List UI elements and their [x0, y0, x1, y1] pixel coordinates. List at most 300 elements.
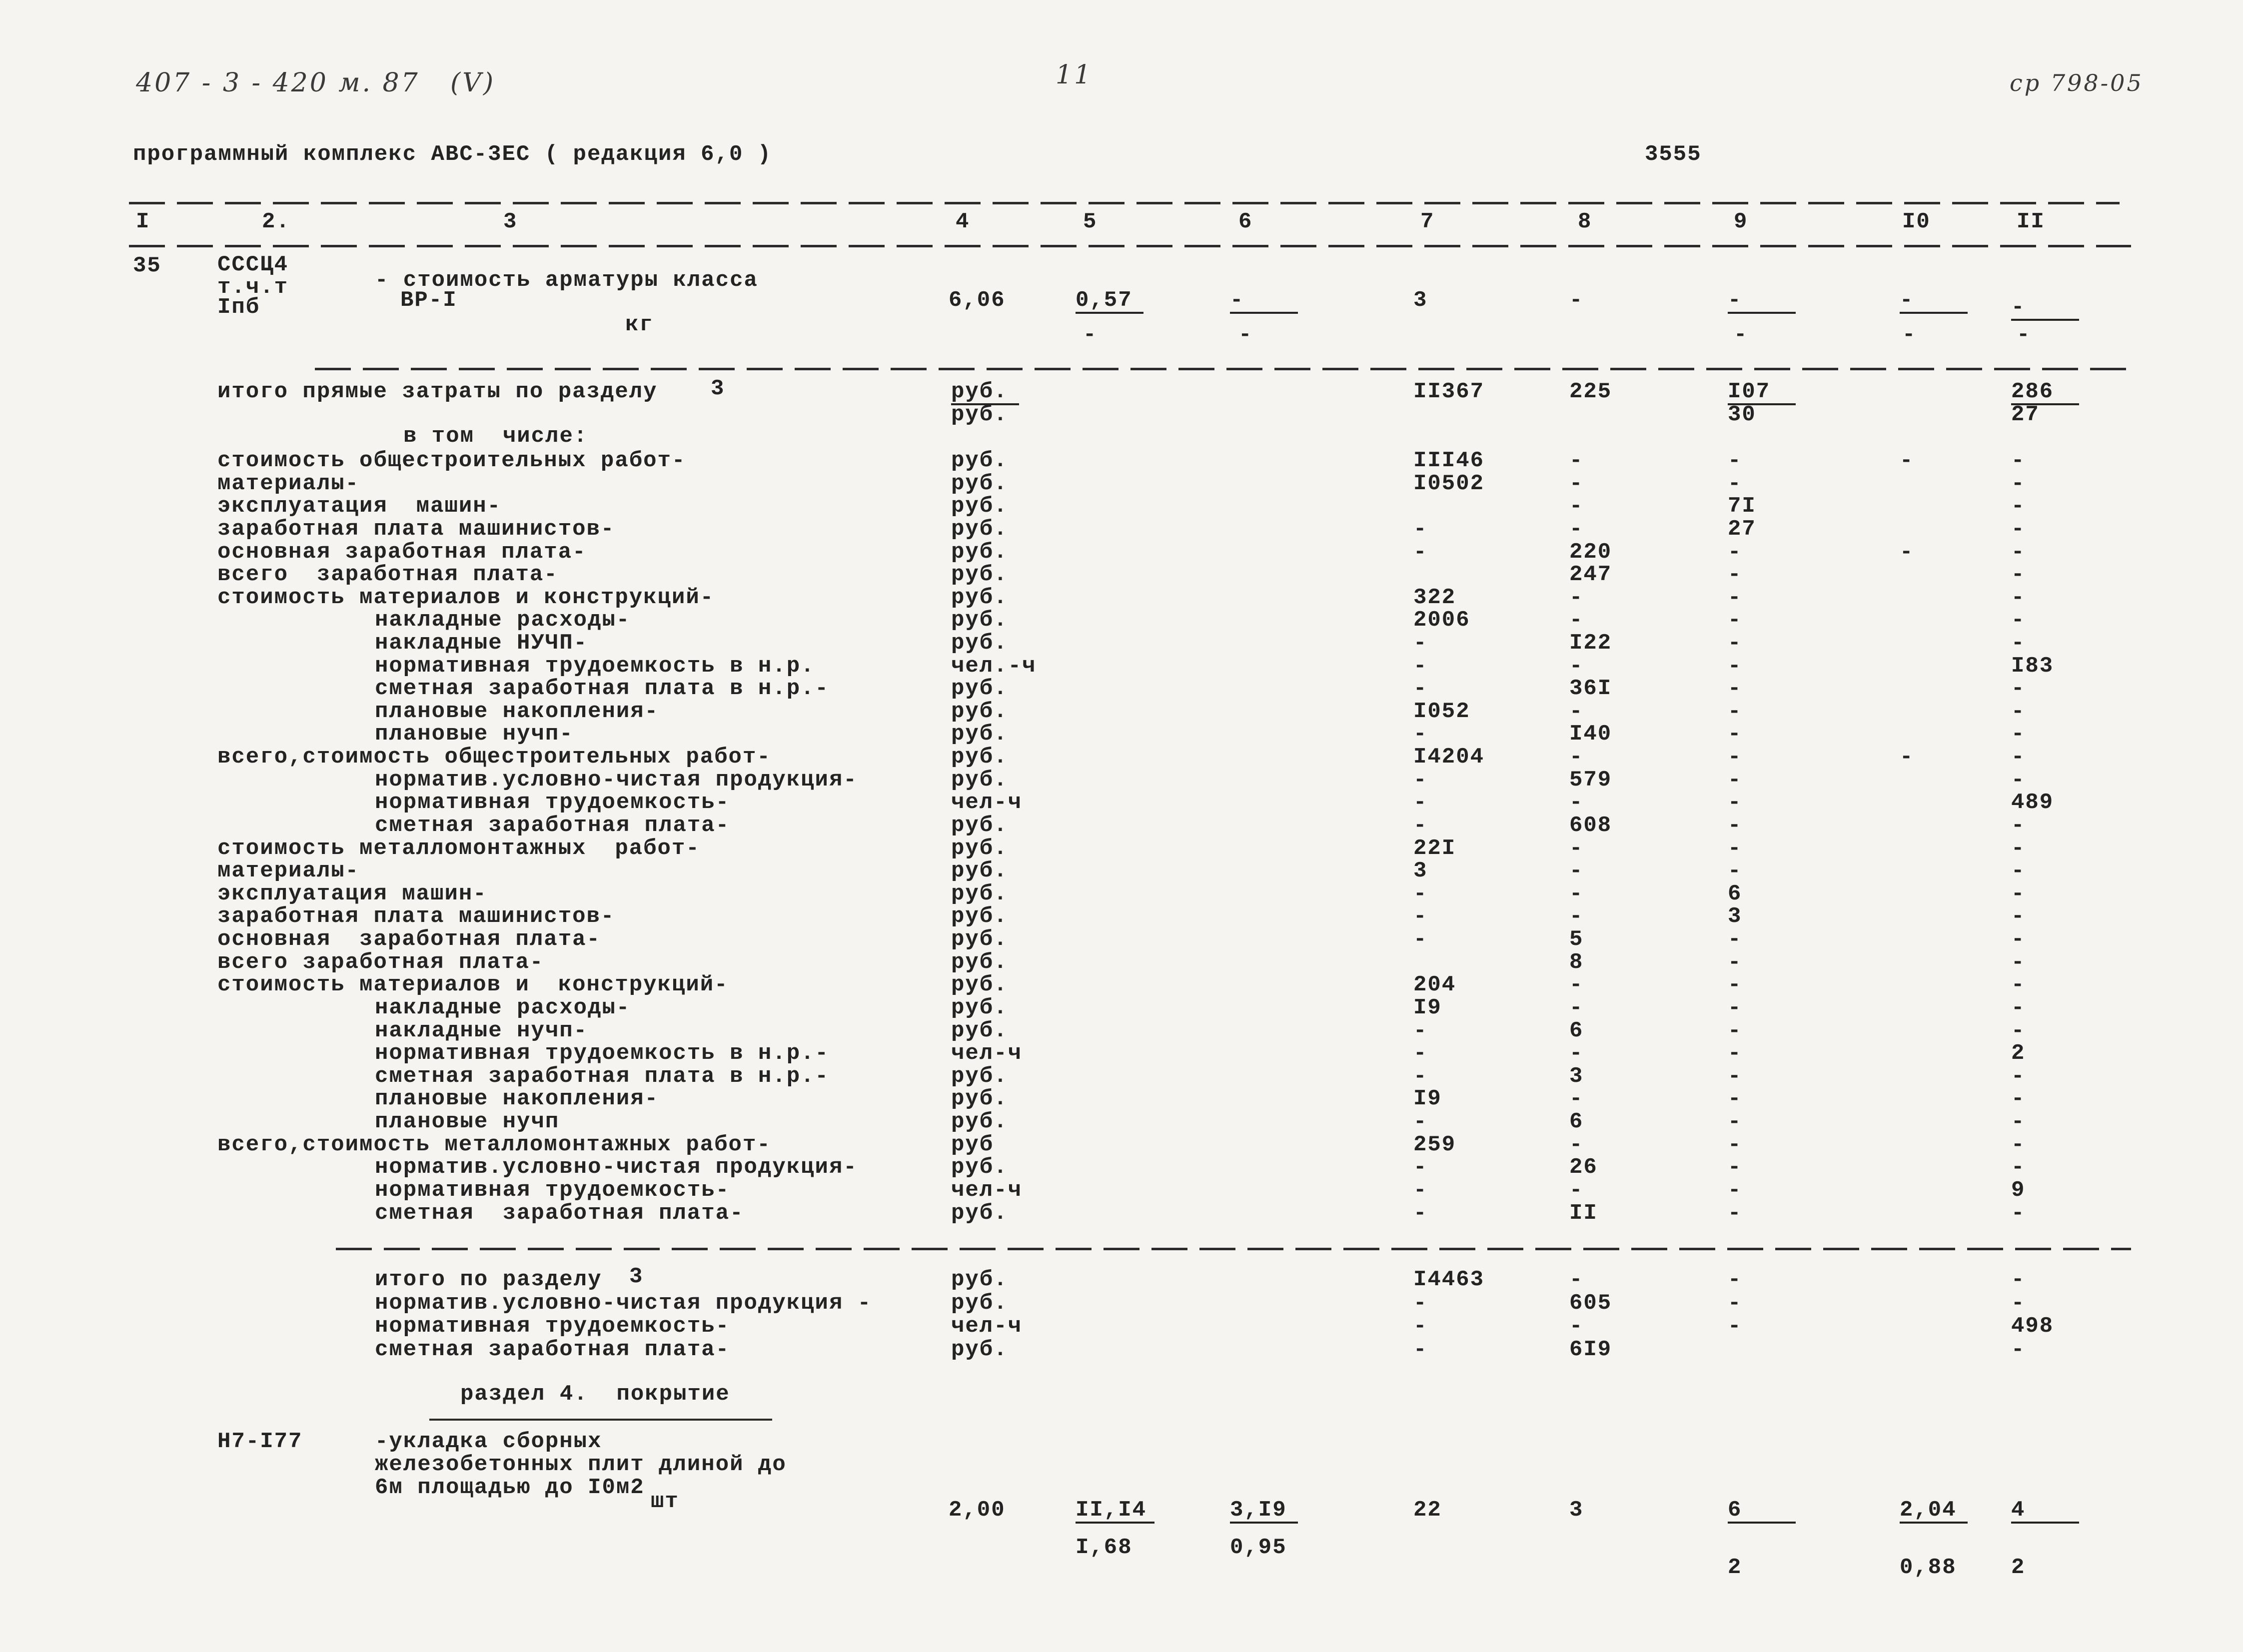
breakdown-col11: - — [2011, 471, 2026, 496]
section-total-col11: 498 — [2011, 1314, 2054, 1339]
breakdown-col7: I9 — [1413, 1086, 1442, 1112]
breakdown-col11: - — [2011, 676, 2026, 702]
breakdown-label: всего заработная плата- — [217, 562, 558, 588]
breakdown-col8: 8 — [1569, 949, 1584, 975]
item-code: СССЦ4 — [217, 252, 289, 277]
item-unit: шт — [651, 1489, 679, 1514]
section-total-label: норматив.условно-чистая продукция - — [375, 1290, 872, 1316]
breakdown-row — [0, 449, 2243, 472]
section-total-col11: - — [2011, 1290, 2026, 1316]
section-total-col9: - — [1728, 1314, 1742, 1339]
breakdown-col9: - — [1728, 1063, 1742, 1089]
direct-costs-col9-lower: 30 — [1728, 402, 1756, 427]
section-total-col9: - — [1728, 1290, 1742, 1316]
breakdown-col7: 22I — [1413, 835, 1456, 861]
breakdown-col11: - — [2011, 1086, 2026, 1112]
breakdown-unit: руб. — [951, 1109, 1008, 1134]
breakdown-col7: - — [1413, 813, 1428, 838]
breakdown-col11: - — [2011, 1155, 2026, 1180]
breakdown-col8: 579 — [1569, 767, 1612, 793]
item-col6-lower: 0,95 — [1230, 1535, 1287, 1560]
breakdown-label: норматив.условно-чистая продукция- — [375, 767, 858, 793]
breakdown-row — [0, 928, 2243, 951]
breakdown-col7: - — [1413, 722, 1428, 747]
breakdown-row — [0, 951, 2243, 974]
breakdown-label: сметная заработная плата- — [375, 1200, 744, 1226]
breakdown-col11: - — [2011, 745, 2026, 770]
column-header-1: I — [136, 209, 150, 234]
item-number: 35 — [133, 253, 161, 278]
breakdown-col7: - — [1413, 1063, 1428, 1089]
section-total-unit: руб. — [951, 1290, 1008, 1316]
breakdown-col8: - — [1569, 608, 1584, 633]
item-description: - стоимость арматуры класса — [375, 268, 758, 293]
item-description: -укладка сборных — [375, 1429, 602, 1454]
breakdown-col9: - — [1728, 813, 1742, 838]
section-total-col8: 605 — [1569, 1290, 1612, 1316]
breakdown-col10: - — [1900, 539, 1914, 565]
breakdown-col11: - — [2011, 1200, 2026, 1226]
section-total-row — [0, 1292, 2243, 1315]
item-col5: II,I4 — [1076, 1499, 1154, 1524]
column-header-4: 4 — [956, 209, 970, 234]
item-col8: - — [1569, 288, 1584, 313]
breakdown-col9: - — [1728, 1155, 1742, 1180]
column-header-10: I0 — [1902, 209, 1931, 234]
breakdown-col9: - — [1728, 949, 1742, 975]
breakdown-label: нормативная трудоемкость в н.р.- — [375, 1041, 829, 1066]
section-total-col11: - — [2011, 1337, 2026, 1362]
breakdown-col11: - — [2011, 995, 2026, 1020]
breakdown-label: накладные расходы- — [375, 995, 631, 1020]
breakdown-col8: - — [1569, 972, 1584, 998]
breakdown-col8: I22 — [1569, 631, 1612, 656]
item-code: т.ч.т — [217, 275, 289, 300]
item-col4: 2,00 — [949, 1498, 1006, 1523]
breakdown-col9: - — [1728, 1086, 1742, 1112]
item-col5-lower: I,68 — [1076, 1535, 1132, 1560]
item-col4: 6,06 — [949, 288, 1006, 313]
breakdown-col9: - — [1728, 539, 1742, 565]
breakdown-col9: - — [1728, 653, 1742, 679]
breakdown-label: всего,стоимость общестроительных работ- — [217, 745, 771, 770]
breakdown-col8: - — [1569, 881, 1584, 906]
breakdown-col9: - — [1728, 995, 1742, 1020]
section-total-col9: - — [1728, 1267, 1742, 1292]
column-header-8: 8 — [1578, 209, 1592, 234]
breakdown-label: сметная заработная плата в н.р.- — [375, 1063, 829, 1089]
direct-costs-unit-lower: руб. — [951, 402, 1008, 427]
item-unit: кг — [625, 312, 654, 337]
breakdown-col9: - — [1728, 972, 1742, 998]
breakdown-label: накладные НУЧП- — [375, 631, 588, 656]
breakdown-row — [0, 791, 2243, 814]
breakdown-row — [0, 1156, 2243, 1179]
breakdown-col7: I4204 — [1413, 745, 1485, 770]
breakdown-col7: 3 — [1413, 858, 1428, 884]
direct-costs-col11: 286 — [2011, 380, 2079, 405]
breakdown-col8: - — [1569, 1177, 1584, 1203]
breakdown-unit: руб. — [951, 745, 1008, 770]
breakdown-row — [0, 882, 2243, 905]
breakdown-col11: - — [2011, 585, 2026, 610]
section-total-unit: руб. — [951, 1337, 1008, 1362]
breakdown-col9: - — [1728, 722, 1742, 747]
breakdown-col8: II — [1569, 1200, 1598, 1226]
breakdown-col11: I83 — [2011, 653, 2054, 679]
breakdown-col9: - — [1728, 1041, 1742, 1066]
breakdown-col7: - — [1413, 653, 1428, 679]
breakdown-col7: - — [1413, 1155, 1428, 1180]
breakdown-unit: руб. — [951, 1063, 1008, 1089]
breakdown-col7: - — [1413, 539, 1428, 565]
breakdown-col9: - — [1728, 767, 1742, 793]
breakdown-row — [0, 1019, 2243, 1042]
breakdown-col7: - — [1413, 1041, 1428, 1066]
item-col5: 0,57 — [1076, 289, 1143, 314]
breakdown-col7: I9 — [1413, 995, 1442, 1020]
breakdown-col8: - — [1569, 1132, 1584, 1157]
section-total-label: сметная заработная плата- — [375, 1337, 730, 1362]
item-col6: 3,I9 — [1230, 1499, 1298, 1524]
breakdown-unit: руб. — [951, 676, 1008, 702]
column-header-11: II — [2017, 209, 2045, 234]
breakdown-label: основная заработная плата- — [217, 927, 601, 952]
breakdown-col7: I0502 — [1413, 471, 1485, 496]
breakdown-row — [0, 586, 2243, 609]
breakdown-label: материалы- — [217, 471, 360, 496]
breakdown-col11: - — [2011, 562, 2026, 588]
breakdown-col7: 204 — [1413, 972, 1456, 998]
handwritten-archive-ref: ср 798-05 — [2010, 69, 2144, 96]
breakdown-col11: - — [2011, 1018, 2026, 1043]
item-col9-lower: 2 — [1728, 1555, 1742, 1580]
column-header-2: 2. — [262, 209, 290, 234]
breakdown-unit: руб. — [951, 1086, 1008, 1112]
breakdown-unit: руб. — [951, 858, 1008, 884]
breakdown-row — [0, 769, 2243, 792]
direct-costs-unit: руб. — [951, 380, 1019, 405]
breakdown-row — [0, 700, 2243, 723]
section-4-underline — [429, 1419, 772, 1421]
item-col5-lower: - — [1083, 322, 1098, 347]
breakdown-col9: 7I — [1728, 494, 1756, 519]
item-col11: 4 — [2011, 1499, 2079, 1524]
breakdown-label: материалы- — [217, 858, 360, 884]
section-total-row — [0, 1338, 2243, 1361]
item-col8: 3 — [1569, 1498, 1584, 1523]
dashed-rule — [129, 202, 2120, 204]
breakdown-label: накладные нучп- — [375, 1018, 588, 1043]
breakdown-row — [0, 541, 2243, 564]
breakdown-unit: руб. — [951, 585, 1008, 610]
breakdown-col9: - — [1728, 858, 1742, 884]
breakdown-col8: 26 — [1569, 1155, 1598, 1180]
breakdown-row — [0, 655, 2243, 678]
breakdown-unit: руб. — [951, 539, 1008, 565]
item-col10-lower: - — [1902, 322, 1917, 347]
item-col6: - — [1230, 289, 1298, 314]
breakdown-col7: - — [1413, 631, 1428, 656]
breakdown-col9: - — [1728, 927, 1742, 952]
breakdown-col7: - — [1413, 1177, 1428, 1203]
item-col11: - — [2011, 296, 2079, 321]
breakdown-row — [0, 1110, 2243, 1133]
direct-costs-col11-lower: 27 — [2011, 402, 2040, 427]
breakdown-label: стоимость материалов и конструкций- — [217, 585, 715, 610]
breakdown-col9: - — [1728, 1018, 1742, 1043]
breakdown-unit: чел-ч — [951, 1041, 1023, 1066]
breakdown-unit: руб. — [951, 494, 1008, 519]
breakdown-col8: - — [1569, 858, 1584, 884]
breakdown-col8: - — [1569, 1041, 1584, 1066]
breakdown-label: эксплуатация машин- — [217, 494, 502, 519]
breakdown-col10: - — [1900, 448, 1914, 473]
document-number: 3555 — [1645, 142, 1702, 167]
section-4-title: раздел 4. покрытие — [460, 1382, 730, 1407]
breakdown-unit: чел.-ч — [951, 653, 1037, 679]
breakdown-unit: руб. — [951, 1155, 1008, 1180]
breakdown-col7: - — [1413, 904, 1428, 929]
breakdown-col11: 9 — [2011, 1177, 2026, 1203]
direct-costs-col8: 225 — [1569, 379, 1612, 404]
breakdown-col11: - — [2011, 631, 2026, 656]
breakdown-col8: - — [1569, 1086, 1584, 1112]
breakdown-col7: - — [1413, 881, 1428, 906]
section-total-row — [0, 1268, 2243, 1291]
breakdown-row — [0, 632, 2243, 655]
breakdown-col8: - — [1569, 699, 1584, 724]
breakdown-row — [0, 1087, 2243, 1110]
direct-costs-section-number: 3 — [711, 376, 725, 401]
breakdown-col8: 36I — [1569, 676, 1612, 702]
breakdown-row — [0, 1042, 2243, 1065]
breakdown-unit: руб. — [951, 813, 1008, 838]
item-col9-lower: - — [1734, 322, 1748, 347]
breakdown-col8: - — [1569, 745, 1584, 770]
breakdown-unit: руб. — [951, 448, 1008, 473]
breakdown-row — [0, 1179, 2243, 1202]
column-header-9: 9 — [1734, 209, 1748, 234]
breakdown-label: норматив.условно-чистая продукция- — [375, 1155, 858, 1180]
breakdown-row — [0, 859, 2243, 882]
breakdown-unit: руб. — [951, 1018, 1008, 1043]
breakdown-col9: 27 — [1728, 516, 1756, 542]
breakdown-unit: руб. — [951, 972, 1008, 998]
breakdown-col8: 247 — [1569, 562, 1612, 588]
breakdown-col9: - — [1728, 745, 1742, 770]
breakdown-row — [0, 495, 2243, 518]
item-col9: - — [1728, 289, 1796, 314]
breakdown-col11: - — [2011, 813, 2026, 838]
breakdown-unit: руб. — [951, 631, 1008, 656]
breakdown-label: нормативная трудоемкость в н.р. — [375, 653, 815, 679]
breakdown-unit: руб. — [951, 471, 1008, 496]
breakdown-col7: - — [1413, 790, 1428, 816]
section-total-col7: - — [1413, 1290, 1428, 1316]
item-col11-lower: 2 — [2011, 1555, 2026, 1580]
column-header-5: 5 — [1083, 209, 1098, 234]
breakdown-col8: - — [1569, 653, 1584, 679]
breakdown-row — [0, 723, 2243, 746]
breakdown-col11: 2 — [2011, 1041, 2026, 1066]
column-header-6: 6 — [1238, 209, 1253, 234]
breakdown-row — [0, 905, 2243, 928]
breakdown-label: основная заработная плата- — [217, 539, 587, 565]
breakdown-col8: - — [1569, 995, 1584, 1020]
breakdown-col8: 5 — [1569, 927, 1584, 952]
section-total-row — [0, 1315, 2243, 1338]
breakdown-col8: - — [1569, 904, 1584, 929]
breakdown-col8: - — [1569, 448, 1584, 473]
breakdown-unit: руб. — [951, 608, 1008, 633]
breakdown-row — [0, 472, 2243, 495]
breakdown-label: стоимость материалов и конструкций- — [217, 972, 729, 998]
breakdown-row — [0, 1133, 2243, 1156]
breakdown-col11: - — [2011, 539, 2026, 565]
breakdown-col9: - — [1728, 471, 1742, 496]
breakdown-row — [0, 746, 2243, 769]
item-description: 6м площадью до I0м2 — [375, 1475, 645, 1500]
breakdown-label: сметная заработная плата- — [375, 813, 730, 838]
breakdown-col8: 6 — [1569, 1018, 1584, 1043]
breakdown-col9: - — [1728, 631, 1742, 656]
breakdown-col8: I40 — [1569, 722, 1612, 747]
item-col10: - — [1900, 289, 1968, 314]
section-total-col7: - — [1413, 1337, 1428, 1362]
direct-costs-col7: II367 — [1413, 379, 1485, 404]
breakdown-col8: - — [1569, 790, 1584, 816]
breakdown-unit: руб. — [951, 949, 1008, 975]
breakdown-row — [0, 609, 2243, 632]
item-col10-lower: 0,88 — [1900, 1555, 1957, 1580]
breakdown-label: плановые нучп- — [375, 722, 574, 747]
breakdown-unit: руб. — [951, 995, 1008, 1020]
section-total-col11: - — [2011, 1267, 2026, 1292]
breakdown-label: всего,стоимость металломонтажных работ- — [217, 1132, 771, 1157]
breakdown-label: накладные расходы- — [375, 608, 631, 633]
breakdown-col7: - — [1413, 1109, 1428, 1134]
breakdown-label: сметная заработная плата в н.р.- — [375, 676, 829, 702]
breakdown-col7: - — [1413, 676, 1428, 702]
breakdown-row — [0, 1065, 2243, 1088]
item-col6-lower: - — [1238, 322, 1253, 347]
breakdown-col9: - — [1728, 1132, 1742, 1157]
breakdown-col9: - — [1728, 585, 1742, 610]
column-header-3: 3 — [503, 209, 518, 234]
breakdown-caption: в том числе: — [403, 424, 588, 449]
breakdown-col7: - — [1413, 1018, 1428, 1043]
section-total-col7: I4463 — [1413, 1267, 1485, 1292]
breakdown-unit: чел-ч — [951, 1177, 1023, 1203]
section-total-label: нормативная трудоемкость- — [375, 1314, 730, 1339]
breakdown-row — [0, 518, 2243, 541]
section-total-col8: - — [1569, 1314, 1584, 1339]
breakdown-col9: - — [1728, 835, 1742, 861]
breakdown-unit: руб. — [951, 1200, 1008, 1226]
item-col7: 22 — [1413, 1498, 1442, 1523]
breakdown-unit: руб. — [951, 699, 1008, 724]
dashed-rule — [336, 1248, 2131, 1250]
breakdown-col11: - — [2011, 699, 2026, 724]
breakdown-col7: 322 — [1413, 585, 1456, 610]
breakdown-col11: - — [2011, 927, 2026, 952]
breakdown-unit: руб. — [951, 835, 1008, 861]
breakdown-col8: - — [1569, 494, 1584, 519]
breakdown-col11: - — [2011, 516, 2026, 542]
item-col9: 6 — [1728, 1499, 1796, 1524]
breakdown-col11: - — [2011, 972, 2026, 998]
item-description: ВР-I — [400, 288, 457, 313]
section-total-col8: - — [1569, 1267, 1584, 1292]
breakdown-col9: 6 — [1728, 881, 1742, 906]
breakdown-label: заработная плата машинистов- — [217, 904, 615, 929]
section-total-unit: чел-ч — [951, 1314, 1023, 1339]
breakdown-col11: - — [2011, 858, 2026, 884]
breakdown-unit: руб. — [951, 881, 1008, 906]
breakdown-row — [0, 837, 2243, 860]
breakdown-col11: 489 — [2011, 790, 2054, 816]
breakdown-label: заработная плата машинистов- — [217, 516, 615, 542]
item-code: Н7-I77 — [217, 1429, 303, 1454]
handwritten-doc-code: 407 - 3 - 420 м. 87 — [136, 68, 420, 98]
breakdown-label: плановые накопления- — [375, 699, 659, 724]
breakdown-col9: - — [1728, 608, 1742, 633]
breakdown-col7: 2006 — [1413, 608, 1470, 633]
breakdown-col8: - — [1569, 516, 1584, 542]
breakdown-row — [0, 973, 2243, 996]
breakdown-col11: - — [2011, 608, 2026, 633]
breakdown-label: нормативная трудоемкость- — [375, 1177, 730, 1203]
breakdown-col9: - — [1728, 562, 1742, 588]
breakdown-col11: - — [2011, 448, 2026, 473]
breakdown-col9: - — [1728, 1109, 1742, 1134]
breakdown-col9: - — [1728, 448, 1742, 473]
breakdown-col11: - — [2011, 722, 2026, 747]
breakdown-col9: - — [1728, 699, 1742, 724]
breakdown-col7: - — [1413, 927, 1428, 952]
breakdown-unit: руб. — [951, 562, 1008, 588]
handwritten-page-number: 11 — [1056, 60, 1093, 90]
breakdown-unit: руб. — [951, 516, 1008, 542]
breakdown-col8: 608 — [1569, 813, 1612, 838]
breakdown-col11: - — [2011, 835, 2026, 861]
breakdown-col11: - — [2011, 1063, 2026, 1089]
breakdown-col11: - — [2011, 1109, 2026, 1134]
breakdown-unit: руб. — [951, 722, 1008, 747]
breakdown-col11: - — [2011, 904, 2026, 929]
breakdown-row — [0, 563, 2243, 586]
breakdown-col7: - — [1413, 1200, 1428, 1226]
item-code: Iпб — [217, 295, 260, 320]
breakdown-col11: - — [2011, 767, 2026, 793]
breakdown-row — [0, 1202, 2243, 1225]
dashed-rule — [315, 368, 2131, 370]
breakdown-unit: руб. — [951, 904, 1008, 929]
handwritten-variant: (V) — [450, 68, 496, 98]
breakdown-col7: - — [1413, 516, 1428, 542]
breakdown-col7: - — [1413, 767, 1428, 793]
breakdown-col9: - — [1728, 1177, 1742, 1203]
breakdown-col11: - — [2011, 1132, 2026, 1157]
breakdown-col9: - — [1728, 790, 1742, 816]
breakdown-label: стоимость общестроительных работ- — [217, 448, 686, 473]
section-total-label: итого по разделу — [375, 1267, 602, 1292]
breakdown-col8: 220 — [1569, 539, 1612, 565]
breakdown-col7: 259 — [1413, 1132, 1456, 1157]
breakdown-col10: - — [1900, 745, 1914, 770]
breakdown-col11: - — [2011, 881, 2026, 906]
